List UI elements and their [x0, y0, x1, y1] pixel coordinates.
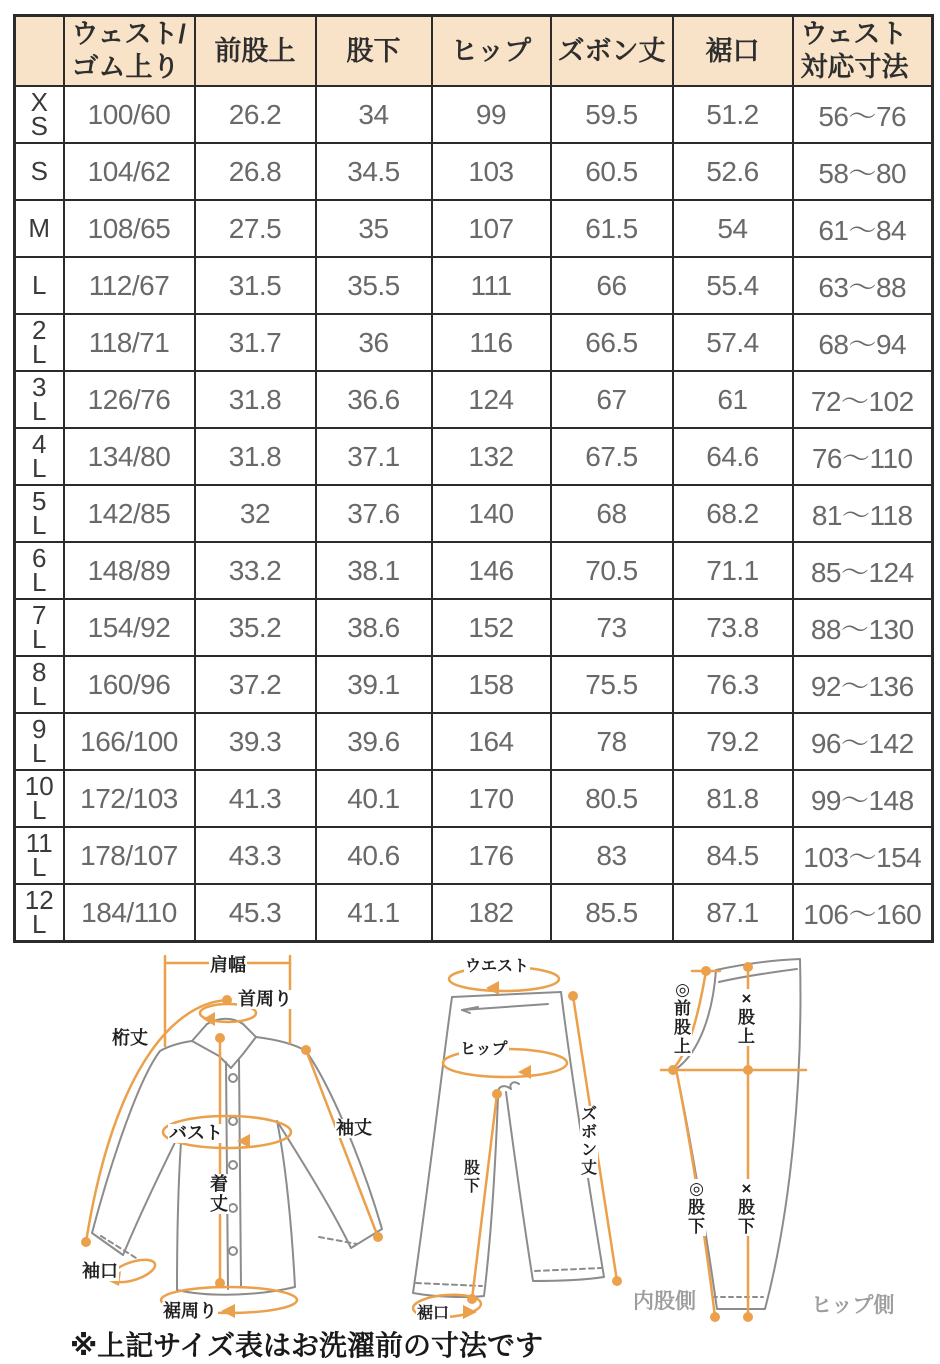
- measurement-cell: 36: [316, 314, 432, 371]
- shirt-sleeve-reach-label: 桁丈: [112, 1028, 148, 1048]
- pants-hem-label: 裾口: [417, 1305, 450, 1322]
- measurement-cell: 68～94: [793, 314, 933, 371]
- size-label-cell: X S: [15, 86, 64, 143]
- measurement-cell: 63～88: [793, 257, 933, 314]
- measurement-cell: 71.1: [673, 542, 793, 599]
- measurement-cell: 59.5: [551, 86, 673, 143]
- size-label-cell: 12 L: [15, 884, 64, 942]
- measurement-cell: 61～84: [793, 200, 933, 257]
- column-header: 股下: [316, 16, 432, 87]
- size-row: [15, 257, 933, 314]
- column-header: ウェスト 対応寸法: [793, 16, 933, 87]
- measurement-cell: 107: [432, 200, 551, 257]
- measurement-cell: 146: [432, 542, 551, 599]
- measurement-cell: 154/92: [64, 599, 195, 656]
- measurement-cell: 164: [432, 713, 551, 770]
- measurement-cell: 99～148: [793, 770, 933, 827]
- size-row: [15, 86, 933, 143]
- measurement-cell: 37.1: [316, 428, 432, 485]
- pants-front-outline: [413, 992, 604, 1297]
- column-header: 裾口: [673, 16, 793, 87]
- side-rise-label: ×股上: [738, 989, 755, 1047]
- measurement-cell: 31.7: [195, 314, 316, 371]
- measurement-cell: 66: [551, 257, 673, 314]
- column-header: ヒップ: [432, 16, 551, 87]
- measurement-cell: 81.8: [673, 770, 793, 827]
- side-inseam-inner-label: ◎股下: [688, 1179, 705, 1237]
- size-label-cell: 11 L: [15, 827, 64, 884]
- measurement-cell: 76～110: [793, 428, 933, 485]
- measurement-cell: 108/65: [64, 200, 195, 257]
- measurement-cell: 124: [432, 371, 551, 428]
- size-label-cell: S: [15, 143, 64, 200]
- shirt-shoulder-width-label: 肩幅: [210, 955, 246, 975]
- measurement-cell: 70.5: [551, 542, 673, 599]
- size-row: [15, 200, 933, 257]
- size-row: [15, 656, 933, 713]
- pants-length-label: ズボン丈: [580, 1106, 597, 1177]
- measurement-cell: 33.2: [195, 542, 316, 599]
- measurement-cell: 148/89: [64, 542, 195, 599]
- measurement-cell: 41.3: [195, 770, 316, 827]
- side-front-rise-label: ◎前股上: [674, 980, 691, 1057]
- measurement-cell: 158: [432, 656, 551, 713]
- header-row: [15, 16, 933, 87]
- measurement-cell: 39.3: [195, 713, 316, 770]
- measurement-cell: 61: [673, 371, 793, 428]
- measurement-cell: 37.6: [316, 485, 432, 542]
- measurement-cell: 36.6: [316, 371, 432, 428]
- size-label-cell: 9 L: [15, 713, 64, 770]
- pants-inseam-label: 股下: [463, 1160, 480, 1195]
- size-table: [13, 14, 934, 943]
- measurement-cell: 31.5: [195, 257, 316, 314]
- measurement-cell: 78: [551, 713, 673, 770]
- wash-note: ※上記サイズ表はお洗濯前の寸法です: [70, 1330, 543, 1361]
- size-label-cell: 7 L: [15, 599, 64, 656]
- measurement-cell: 31.8: [195, 371, 316, 428]
- pants-hip-label: ヒップ: [460, 1041, 508, 1058]
- size-label-cell: 5 L: [15, 485, 64, 542]
- measurement-cell: 26.8: [195, 143, 316, 200]
- measurement-cell: 172/103: [64, 770, 195, 827]
- measurement-cell: 84.5: [673, 827, 793, 884]
- corner-cell: [15, 16, 64, 87]
- size-label-cell: 6 L: [15, 542, 64, 599]
- shirt-hem-around-label: 裾周り: [163, 1301, 217, 1321]
- measurement-cell: 92～136: [793, 656, 933, 713]
- shirt-bust-label: バスト: [169, 1123, 223, 1143]
- size-label-cell: M: [15, 200, 64, 257]
- measurement-cell: 39.6: [316, 713, 432, 770]
- measurement-cell: 142/85: [64, 485, 195, 542]
- measurement-cell: 100/60: [64, 86, 195, 143]
- measurement-cell: 134/80: [64, 428, 195, 485]
- measurement-cell: 35: [316, 200, 432, 257]
- size-row: [15, 428, 933, 485]
- size-row: [15, 884, 933, 942]
- size-row: [15, 542, 933, 599]
- measurement-cell: 38.1: [316, 542, 432, 599]
- measurement-cell: 73.8: [673, 599, 793, 656]
- side-inner-side-label: 内股側: [633, 1285, 696, 1315]
- size-label-cell: 8 L: [15, 656, 64, 713]
- measurement-cell: 31.8: [195, 428, 316, 485]
- measurement-cell: 57.4: [673, 314, 793, 371]
- measurement-cell: 126/76: [64, 371, 195, 428]
- measurement-cell: 103: [432, 143, 551, 200]
- column-header: ズボン丈: [551, 16, 673, 87]
- measurement-cell: 34.5: [316, 143, 432, 200]
- size-label-cell: 3 L: [15, 371, 64, 428]
- size-row: [15, 314, 933, 371]
- measurement-cell: 178/107: [64, 827, 195, 884]
- measurement-cell: 75.5: [551, 656, 673, 713]
- measurement-cell: 176: [432, 827, 551, 884]
- measurement-cell: 81～118: [793, 485, 933, 542]
- shirt-sleeve-length-label: 袖丈: [336, 1118, 372, 1138]
- measurement-cell: 96～142: [793, 713, 933, 770]
- measurement-cell: 51.2: [673, 86, 793, 143]
- size-row: [15, 485, 933, 542]
- size-row: [15, 827, 933, 884]
- measurement-cell: 99: [432, 86, 551, 143]
- measurement-cell: 45.3: [195, 884, 316, 942]
- measurement-cell: 61.5: [551, 200, 673, 257]
- measurement-cell: 166/100: [64, 713, 195, 770]
- size-row: [15, 770, 933, 827]
- measurement-cell: 26.2: [195, 86, 316, 143]
- measurement-cell: 132: [432, 428, 551, 485]
- measurement-cell: 79.2: [673, 713, 793, 770]
- measurement-cell: 80.5: [551, 770, 673, 827]
- measurement-cell: 76.3: [673, 656, 793, 713]
- measurement-cell: 43.3: [195, 827, 316, 884]
- measurement-cell: 68: [551, 485, 673, 542]
- measurement-cell: 60.5: [551, 143, 673, 200]
- measurement-cell: 39.1: [316, 656, 432, 713]
- size-row: [15, 599, 933, 656]
- measurement-cell: 104/62: [64, 143, 195, 200]
- measurement-cell: 40.6: [316, 827, 432, 884]
- measurement-cell: 64.6: [673, 428, 793, 485]
- size-label-cell: 10 L: [15, 770, 64, 827]
- measurement-cell: 54: [673, 200, 793, 257]
- measurement-cell: 118/71: [64, 314, 195, 371]
- measurement-cell: 73: [551, 599, 673, 656]
- measurement-cell: 41.1: [316, 884, 432, 942]
- shirt-body-length-label: 着丈: [210, 1174, 228, 1215]
- measurement-cell: 116: [432, 314, 551, 371]
- side-inseam-center-label: ×股下: [738, 1179, 755, 1237]
- measurement-cell: 85～124: [793, 542, 933, 599]
- measurement-cell: 66.5: [551, 314, 673, 371]
- measurement-cell: 83: [551, 827, 673, 884]
- side-hip-side-label: ヒップ側: [811, 1289, 894, 1319]
- size-label-cell: 2 L: [15, 314, 64, 371]
- measurement-cell: 58～80: [793, 143, 933, 200]
- size-label-cell: L: [15, 257, 64, 314]
- measurement-cell: 184/110: [64, 884, 195, 942]
- measurement-cell: 72～102: [793, 371, 933, 428]
- size-label-cell: 4 L: [15, 428, 64, 485]
- column-header: ウェスト/ ゴム上り: [64, 16, 195, 87]
- measurement-cell: 37.2: [195, 656, 316, 713]
- size-row: [15, 371, 933, 428]
- measurement-cell: 40.1: [316, 770, 432, 827]
- measurement-cell: 68.2: [673, 485, 793, 542]
- measurement-cell: 67: [551, 371, 673, 428]
- measurement-cell: 56～76: [793, 86, 933, 143]
- measurement-cell: 111: [432, 257, 551, 314]
- measurement-cell: 152: [432, 599, 551, 656]
- pants-waist-label: ウエスト: [465, 958, 530, 975]
- measurement-cell: 182: [432, 884, 551, 942]
- measurement-cell: 85.5: [551, 884, 673, 942]
- measurement-diagrams-artwork: [0, 940, 940, 1340]
- measurement-cell: 67.5: [551, 428, 673, 485]
- measurement-cell: 34: [316, 86, 432, 143]
- shirt-neck-label: 首周り: [238, 989, 292, 1009]
- measurement-cell: 38.6: [316, 599, 432, 656]
- measurement-cell: 35.2: [195, 599, 316, 656]
- measurement-cell: 103～154: [793, 827, 933, 884]
- measurement-cell: 140: [432, 485, 551, 542]
- shirt-cuff-label: 袖口: [82, 1261, 118, 1281]
- measurement-cell: 35.5: [316, 257, 432, 314]
- shirt-outline: [92, 1019, 382, 1295]
- measurement-cell: 170: [432, 770, 551, 827]
- measurement-cell: 88～130: [793, 599, 933, 656]
- measurement-cell: 32: [195, 485, 316, 542]
- measurement-cell: 27.5: [195, 200, 316, 257]
- measurement-cell: 160/96: [64, 656, 195, 713]
- measurement-cell: 55.4: [673, 257, 793, 314]
- measurement-cell: 112/67: [64, 257, 195, 314]
- measurement-cell: 87.1: [673, 884, 793, 942]
- size-row: [15, 713, 933, 770]
- measurement-cell: 106～160: [793, 884, 933, 942]
- measurement-cell: 52.6: [673, 143, 793, 200]
- size-row: [15, 143, 933, 200]
- column-header: 前股上: [195, 16, 316, 87]
- table-body: [15, 86, 933, 942]
